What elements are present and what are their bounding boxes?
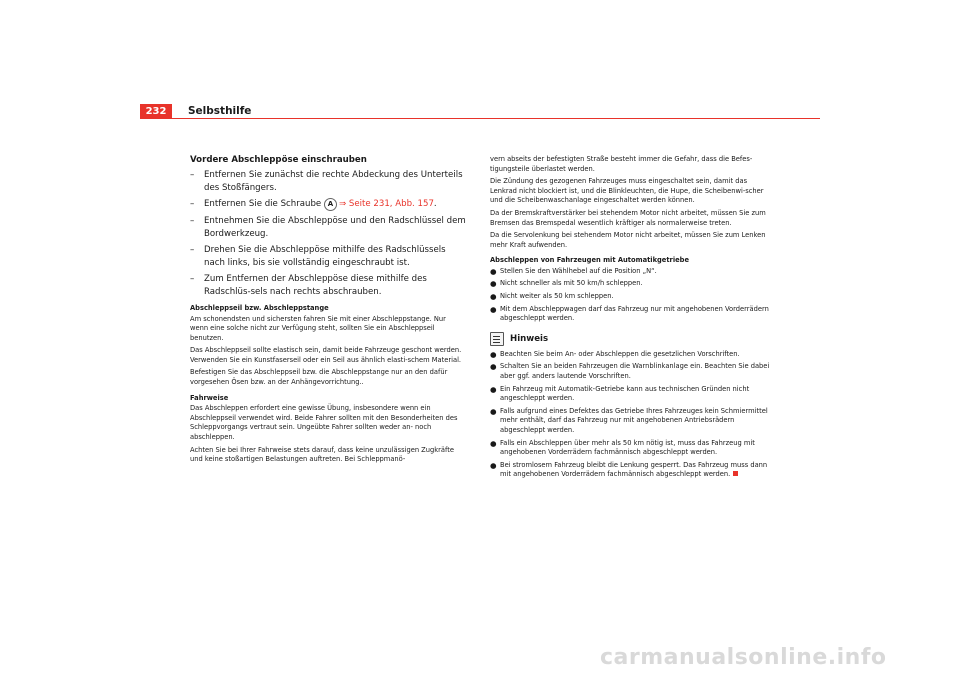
list-item xyxy=(490,439,772,458)
paragraph: Am schonendsten und sichersten fahren Sie mit einer Abschleppstange. Nur wenn eine solche nicht zur Verfügung steht, sollten Sie ein Abschleppseil benutzen. xyxy=(190,314,446,342)
dash-marker: – xyxy=(190,245,195,255)
list-item-text: Falls aufgrund eines Defektes das Getriebe Ihres Fahrzeuges kein Schmiermittel mehr enthält, darf das Fahrzeug nur mit angehobenen Antriebsrädern abgeschleppt werden. xyxy=(500,406,768,434)
section-title: Selbsthilfe xyxy=(188,105,252,117)
list-item xyxy=(490,350,772,360)
step-5 xyxy=(190,273,466,298)
list-item xyxy=(490,362,772,381)
page-reference-link[interactable]: ⇒ Seite 231, Abb. 157 xyxy=(338,199,434,209)
step-3-text: Entnehmen Sie die Abschleppöse und den Radschlüssel dem Bordwerkzeug. xyxy=(204,216,466,239)
watermark: carmanualsonline.info xyxy=(600,645,887,670)
list-item-text: Ein Fahrzeug mit Automatik-Getriebe kann aus technischen Gründen nicht angeschleppt werden. xyxy=(500,384,750,403)
step-1-text: Entfernen Sie zunächst die rechte Abdeckung des Unterteils des Stoßfängers. xyxy=(204,170,463,193)
header-rule xyxy=(172,118,820,119)
heading-abschleppseil: Abschleppseil bzw. Abschleppstange xyxy=(190,304,329,312)
note-label: Hinweis xyxy=(510,333,549,344)
step-5-text: Zum Entfernen der Abschleppöse diese mithilfe des Radschlüs-sels nach rechts abschrauben. xyxy=(204,274,427,297)
list-item-text: Schalten Sie an beiden Fahrzeugen die Warnblinkanlage ein. Beachten Sie dabei aber ggf. anders lautende Vorschriften. xyxy=(500,362,770,380)
left-column xyxy=(190,155,466,468)
list-item-text: Stellen Sie den Wählhebel auf die Position „N“. xyxy=(500,266,657,275)
paragraph: Befestigen Sie das Abschleppseil bzw. die Abschleppstange nur an den dafür vorgesehen Ösen bzw. an der Anhängevorrichtung.. xyxy=(190,368,448,387)
bullet-icon: ● xyxy=(490,304,497,314)
dash-marker: – xyxy=(190,170,195,180)
step-1 xyxy=(190,169,466,194)
heading-automatik: Abschleppen von Fahrzeugen mit Automatikgetriebe xyxy=(490,256,689,265)
list-item xyxy=(490,267,772,277)
step-3 xyxy=(190,215,466,240)
paragraph: Das Abschleppseil sollte elastisch sein, damit beide Fahrzeuge geschont werden. Verwenden Sie ein Kunstfaserseil oder ein Seil aus ähnlich elasti-schem Material. xyxy=(190,346,462,364)
list-item-text: Nicht schneller als mit 50 km/h schleppen. xyxy=(500,279,643,288)
bullet-icon: ● xyxy=(490,384,497,394)
list-item xyxy=(490,407,772,436)
step-4-text: Drehen Sie die Abschleppöse mithilfe des Radschlüssels nach links, bis sie vollständig eingeschraubt ist. xyxy=(204,245,446,268)
bullet-icon: ● xyxy=(490,266,497,276)
callout-a-icon: A xyxy=(324,198,337,211)
right-column xyxy=(490,155,772,483)
bullet-icon: ● xyxy=(490,406,497,416)
list-item-text: Nicht weiter als 50 km schleppen. xyxy=(500,292,614,301)
note-header xyxy=(490,332,772,346)
step-2-end: . xyxy=(433,199,437,209)
dash-marker: – xyxy=(190,199,195,209)
note-icon xyxy=(490,332,504,346)
step-2-text: Entfernen Sie die Schraube xyxy=(204,199,322,209)
paragraph: vern abseits der befestigten Straße besteht immer die Gefahr, dass die Befes-tigungsteile überlastet werden. xyxy=(490,155,753,173)
list-item xyxy=(490,305,772,324)
step-4 xyxy=(190,244,466,269)
end-marker-icon xyxy=(733,471,738,476)
bullet-icon: ● xyxy=(490,460,497,470)
bullet-icon: ● xyxy=(490,349,497,359)
dash-marker: – xyxy=(190,274,195,284)
paragraph: Das Abschleppen erfordert eine gewisse Übung, insbesondere wenn ein Abschleppseil verwendet wird. Beide Fahrer sollten mit den Besonderheiten des Schleppvorgangs vertraut sein. Ungeübte Fahrer sollten weder an- noch abschleppen. xyxy=(190,404,458,441)
heading-abschleppoese: Vordere Abschleppöse einschrauben xyxy=(190,155,367,165)
list-item-text: Bei stromlosem Fahrzeug bleibt die Lenkung gesperrt. Das Fahrzeug muss dann mit angehobenen Vorderrädern fachmännisch abgeschleppt werden. xyxy=(500,460,768,479)
paragraph: Achten Sie bei Ihrer Fahrweise stets darauf, dass keine unzulässigen Zugkräfte und keine stoßartigen Belastungen auftreten. Bei Schleppmanö- xyxy=(190,445,454,464)
list-item xyxy=(490,461,772,480)
list-item xyxy=(490,292,772,302)
list-item-text: Falls ein Abschleppen über mehr als 50 km nötig ist, muss das Fahrzeug mit angehobenen Vorderrädern fachmännisch abgeschleppt werden. xyxy=(500,438,755,457)
step-2 xyxy=(190,198,466,211)
list-item xyxy=(490,279,772,289)
dash-marker: – xyxy=(190,216,195,226)
bullet-icon: ● xyxy=(490,279,497,289)
bullet-icon: ● xyxy=(490,438,497,448)
bullet-icon: ● xyxy=(490,362,497,372)
heading-fahrweise: Fahrweise xyxy=(190,393,229,402)
page-number: 232 xyxy=(140,104,172,119)
paragraph: Da die Servolenkung bei stehendem Motor nicht arbeitet, müssen Sie zum Lenken mehr Kraft aufwenden. xyxy=(490,231,766,249)
list-item-text: Beachten Sie beim An- oder Abschleppen die gesetzlichen Vorschriften. xyxy=(500,349,740,358)
paragraph: Die Zündung des gezogenen Fahrzeuges muss eingeschaltet sein, damit das Lenkrad nicht blockiert ist, und die Blinkleuchten, die Hupe, die Scheibenwi-scher und die Scheibenwaschanlage eingeschaltet werden können. xyxy=(490,177,764,205)
paragraph: Da der Bremskraftverstärker bei stehendem Motor nicht arbeitet, müssen Sie zum Bremsen das Bremspedal wesentlich kräftiger als normalerweise treten. xyxy=(490,208,766,227)
bullet-icon: ● xyxy=(490,292,497,302)
list-item-text: Mit dem Abschleppwagen darf das Fahrzeug nur mit angehobenen Vorderrädern abgeschleppt werden. xyxy=(500,304,769,323)
list-item xyxy=(490,385,772,404)
